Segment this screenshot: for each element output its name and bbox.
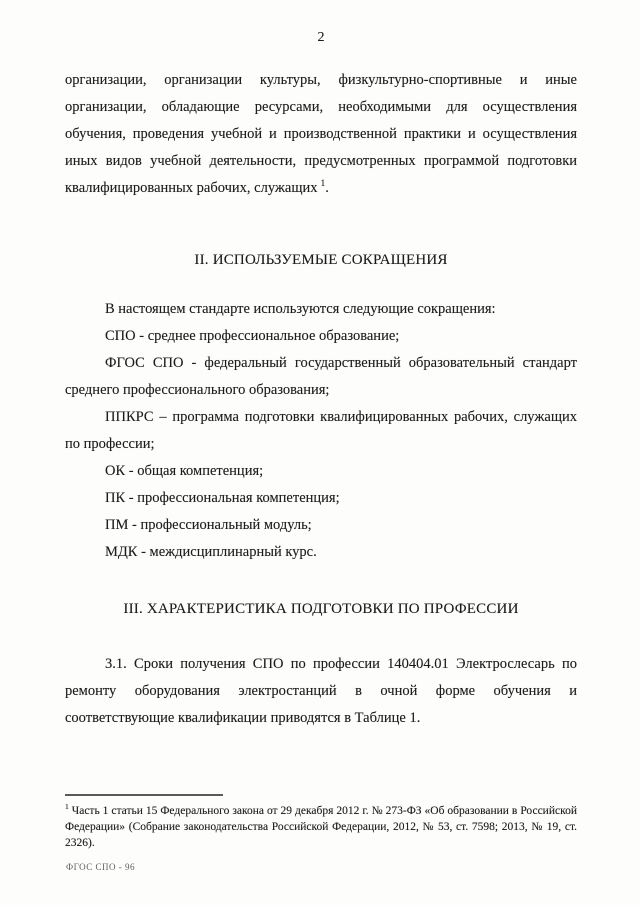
page-number: 2 bbox=[317, 30, 325, 45]
document-code-label: ФГОС СПО - 96 bbox=[66, 862, 135, 872]
intro-paragraph-text: организации, организации культуры, физкультурно-спортивные и иные организации, обладающие ресурсами, необходимыми для осуществления обучения, проведения учебной и производственной практики и осуществления иных видов учебной деятельности, предусмотренных программой подготовки квалифицированных рабочих, служащих bbox=[65, 72, 577, 196]
abbreviation-item-ppkrs: ППКРС – программа подготовки квалифицированных рабочих, служащих по профессии; bbox=[65, 409, 577, 452]
abbreviation-item-mdk: МДК - междисциплинарный курс. bbox=[105, 544, 317, 560]
footnote-text: Часть 1 статьи 15 Федерального закона от 29 декабря 2012 г. № 273-ФЗ «Об образовании в Российской Федерации» (Собрание законодательства Российской Федерации, 2012, № 53, ст. 7598; 2013, № 19, ст. 2326). bbox=[65, 805, 577, 849]
abbreviation-item-spo: СПО - среднее профессиональное образование; bbox=[105, 328, 400, 344]
footnote bbox=[65, 803, 577, 851]
section-heading-abbreviations: II. ИСПОЛЬЗУЕМЫЕ СОКРАЩЕНИЯ bbox=[194, 252, 448, 268]
footnote-separator bbox=[65, 794, 223, 796]
footnote-reference-marker: 1 bbox=[320, 179, 326, 190]
paragraph-3-1: 3.1. Сроки получения СПО по профессии 140404.01 Электрослесарь по ремонту оборудования электростанций в очной форме обучения и соответствующие квалификации приводятся в Таблице 1. bbox=[65, 656, 577, 726]
intro-paragraph-period: . bbox=[325, 180, 329, 196]
footnote-marker: 1 bbox=[65, 802, 69, 812]
footnote-area bbox=[65, 794, 577, 851]
abbreviation-item-pk: ПК - профессиональная компетенция; bbox=[105, 490, 340, 506]
abbreviations-lead: В настоящем стандарте используются следующие сокращения: bbox=[105, 301, 496, 317]
abbreviation-item-ok: ОК - общая компетенция; bbox=[105, 463, 264, 479]
intro-paragraph bbox=[65, 67, 577, 202]
section-heading-characteristics: III. ХАРАКТЕРИСТИКА ПОДГОТОВКИ ПО ПРОФЕССИИ bbox=[123, 601, 519, 617]
page-body bbox=[65, 0, 577, 732]
abbreviation-item-pm: ПМ - профессиональный модуль; bbox=[105, 517, 312, 533]
abbreviation-item-fgos-spo: ФГОС СПО - федеральный государственный образовательный стандарт среднего профессионального образования; bbox=[65, 355, 577, 398]
